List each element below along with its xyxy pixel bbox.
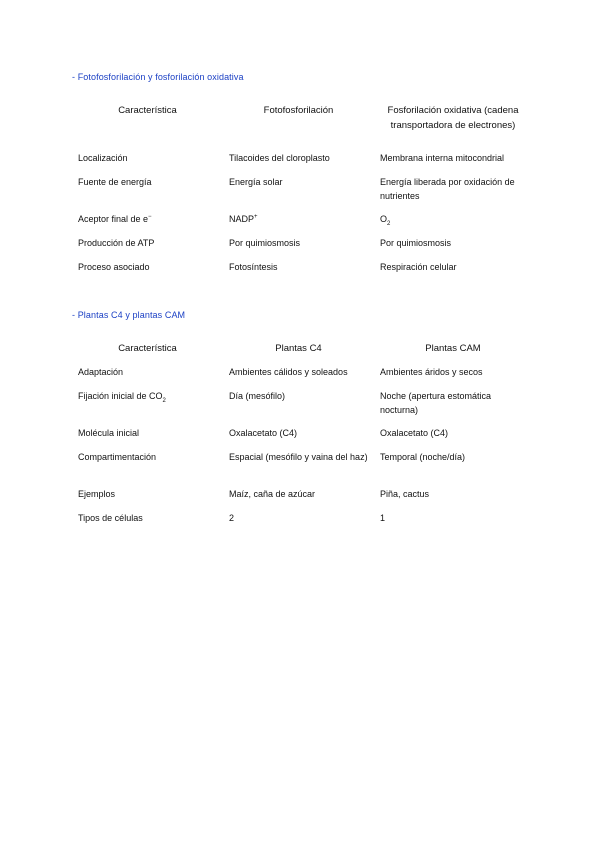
table-row: [72, 511, 532, 535]
cell-value: Tilacoides del cloroplasto: [229, 153, 330, 163]
header-plantas-cam: Plantas CAM: [425, 343, 481, 354]
superscript-minus: −: [148, 214, 152, 220]
table-row: [72, 450, 532, 487]
cell-value: 2: [229, 513, 235, 523]
table-row: [72, 426, 532, 450]
cell-value: [374, 212, 532, 236]
cell-value: Día (mesófilo): [229, 391, 286, 401]
table-row: [72, 151, 532, 175]
table-row: [72, 389, 532, 426]
cell-label: [72, 212, 223, 236]
header-fotofosforilacion: Fotofosforilación: [263, 105, 334, 116]
cell-label: Tipos de células: [78, 513, 143, 523]
subscript-two: 2: [387, 220, 391, 227]
cell-label: Producción de ATP: [78, 238, 155, 248]
cell-label: Proceso asociado: [78, 262, 150, 272]
subscript-two: 2: [162, 397, 166, 404]
cell-label: Compartimentación: [78, 452, 157, 462]
superscript-plus: +: [254, 214, 258, 220]
cell-value: Por quimiosmosis: [380, 238, 452, 248]
cell-label-text: Fijación inicial de CO: [78, 391, 163, 401]
cell-value: [223, 212, 374, 236]
table-row: [72, 365, 532, 389]
cell-value: Ambientes áridos y secos: [380, 367, 483, 377]
cell-value: Respiración celular: [380, 262, 457, 272]
table-header-row: [72, 341, 532, 365]
cell-value: Espacial (mesófilo y vaina del haz): [229, 452, 368, 462]
cell-label: [72, 389, 223, 426]
cell-value: Energía liberada por oxidación de nutrientes: [380, 177, 515, 201]
table-fotofosforilacion: [72, 103, 532, 284]
cell-label: Molécula inicial: [78, 428, 140, 438]
cell-label: Fuente de energía: [78, 177, 152, 187]
table-row: [72, 260, 532, 284]
cell-value-text: O: [380, 214, 388, 224]
cell-label: Ejemplos: [78, 489, 116, 499]
cell-value: Fotosíntesis: [229, 262, 278, 272]
header-fosforilacion-oxidativa: Fosforilación oxidativa (cadena transportadora de electrones): [387, 105, 519, 131]
cell-value: Noche (apertura estomática nocturna): [380, 391, 492, 415]
cell-value: Por quimiosmosis: [229, 238, 301, 248]
table-row: [72, 487, 532, 511]
cell-value-text: NADP: [229, 214, 255, 224]
cell-value: Maíz, caña de azúcar: [229, 489, 316, 499]
cell-label: Adaptación: [78, 367, 124, 377]
cell-value: Ambientes cálidos y soleados: [229, 367, 348, 377]
cell-value: Oxalacetato (C4): [380, 428, 449, 438]
table-plantas: [72, 341, 532, 535]
cell-value: 1: [380, 513, 386, 523]
cell-value: Temporal (noche/día): [380, 452, 466, 462]
header-plantas-c4: Plantas C4: [275, 343, 322, 354]
cell-label-text: Aceptor final de e: [78, 214, 149, 224]
cell-value: Energía solar: [229, 177, 283, 187]
table-header-row: [72, 103, 532, 151]
table-row: [72, 212, 532, 236]
cell-value: Oxalacetato (C4): [229, 428, 298, 438]
table-row: [72, 175, 532, 212]
cell-value: Membrana interna mitocondrial: [380, 153, 505, 163]
header-caracteristica: Característica: [118, 343, 177, 354]
header-caracteristica: Característica: [118, 105, 177, 116]
section-title-plantas: - Plantas C4 y plantas CAM: [72, 310, 186, 320]
section-title-fotofosforilacion: - Fotofosforilación y fosforilación oxidativa: [72, 72, 244, 82]
cell-value: Piña, cactus: [380, 489, 430, 499]
table-row: [72, 236, 532, 260]
cell-label: Localización: [78, 153, 128, 163]
